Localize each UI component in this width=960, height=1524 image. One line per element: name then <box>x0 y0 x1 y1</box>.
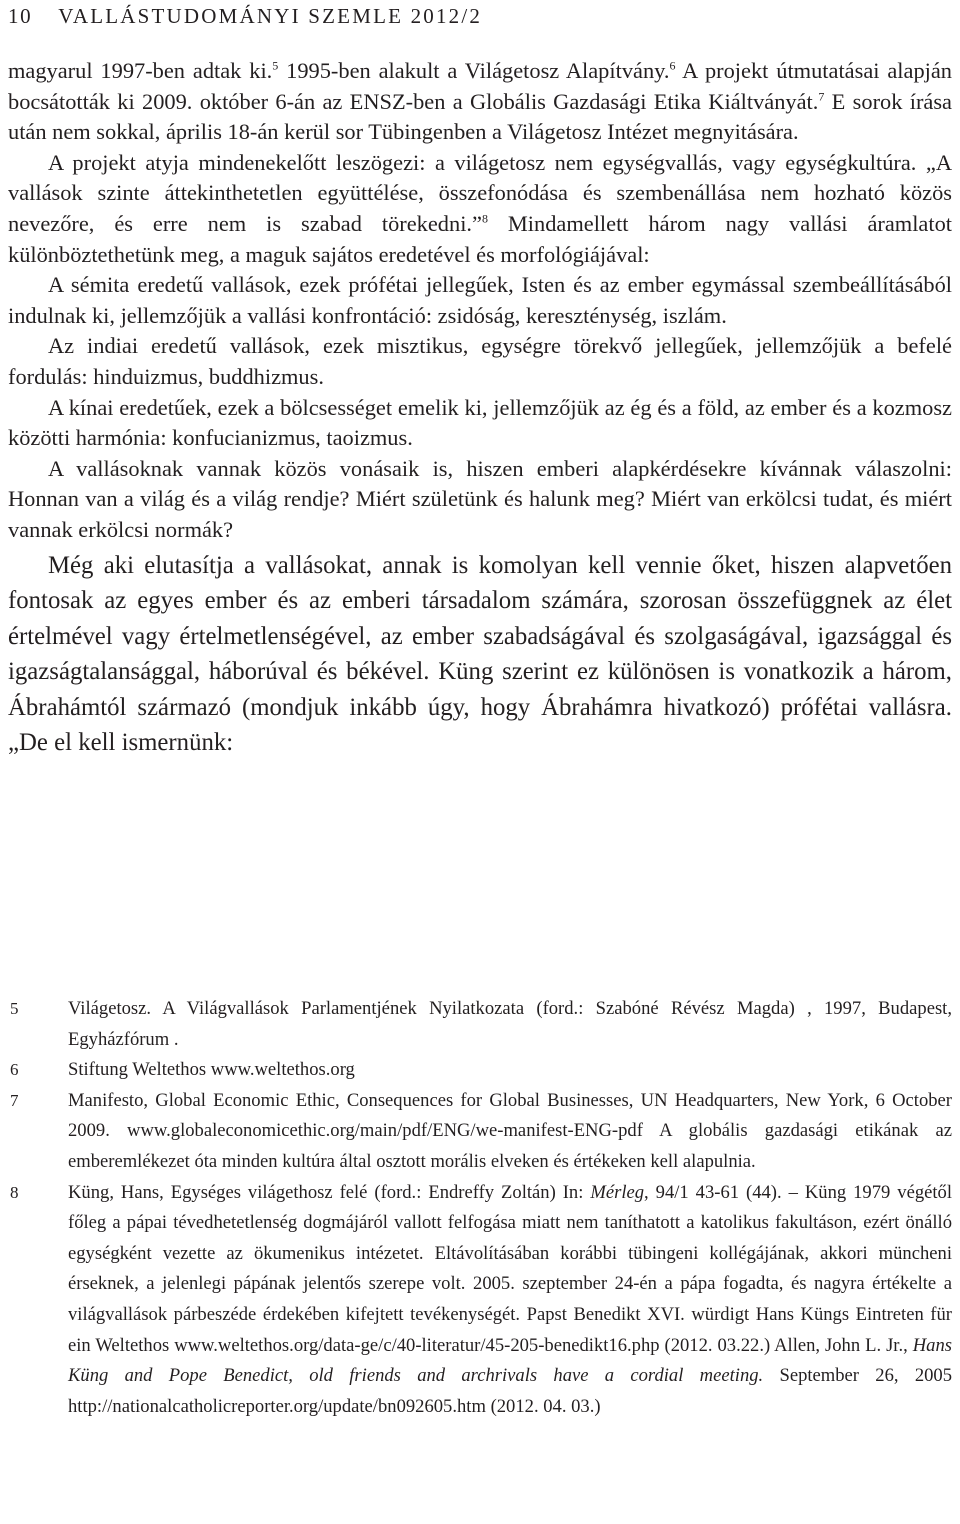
article-title: Hans Küng and Pope Benedict, old friends and archrivals have a cordial meeting. <box>68 1334 952 1387</box>
paragraph-7: Még aki elutasítja a vallásokat, annak is komolyan kell vennie őket, hiszen alapvetően fontosak az egyes ember és az emberi társadalom számára, szorosan összefüggnek az élet értelmével vagy értelmetlenségével, az ember szabadságával és szolgaságával, igazsággal és igazságtalansággal, háborúval és békével. Küng szerint ez különösen is vonatkozik a három, Ábrahámtól származó (mondjuk inkább úgy, hogy Ábrahámra hivatkozó) prófétai vallásra. „De el kell ismernünk: <box>8 551 952 757</box>
text-run: A projekt útmutatásai alapján bocsátották ki 2009. október 6-án az ENSZ-ben a Globális Gazdasági Etika Kiáltványát. <box>8 58 952 114</box>
footnote-ref-8[interactable]: 8 <box>481 211 488 226</box>
footnote-number: 7 <box>10 1090 19 1110</box>
journal-title: VALLÁSTUDOMÁNYI SZEMLE 2012/2 <box>58 4 483 28</box>
footnote-8 <box>8 1178 952 1423</box>
paragraph-5: A kínai eredetűek, ezek a bölcsességet emelik ki, jellemzőjük az ég és a föld, az ember és a kozmosz közötti harmónia: konfucianizmus, taoizmus. <box>8 394 952 451</box>
paragraph-6: A vallásoknak vannak közös vonásaik is, hiszen emberi alapkérdésekre kívánnak válaszolni: Honnan van a világ és a világ rendje? Miért születünk és halunk meg? Miért van erkölcsi tudat, és miért vannak erkölcsi normák? <box>8 455 952 542</box>
document-page <box>8 0 952 1524</box>
footnote-number: 5 <box>10 999 19 1018</box>
paragraph-3: A sémita eredetű vallások, ezek prófétai jellegűek, Isten és az ember egymással szembeállításából indulnak ki, jellemzőjük a vallási konfrontáció: zsidóság, kereszténység, iszlám. <box>8 272 952 328</box>
footnote-5 <box>8 994 952 1055</box>
text-run: September 26, 2005 http://nationalcatholicreporter.org/update/bn092605.htm (2012. 04. 03.) <box>68 1365 953 1417</box>
text-run: A projekt atyja mindenekelőtt leszögezi: a világetosz nem egységvallás, vagy egységkultúra. „A vallások szinte áttekinthetetlen együttélése, összefonódása és szembenállása nem hozható közös nevezőre, és erre nem is szabad törekedni.” <box>8 149 952 236</box>
footnote-text: Manifesto, Global Economic Ethic, Consequences for Global Businesses, UN Headquarters, New York, 6 October 2009. www.globaleconomicethic.org/main/pdf/ENG/we-manifest-ENG-pdf A globális gazdasági etikának az emberemlékezet óta minden kultúra által osztott morális elveken és értékeken kell alapulnia. <box>68 1089 952 1172</box>
text-run: Küng, Hans, Egységes világethosz felé (ford.: Endreffy Zoltán) In: <box>68 1181 591 1203</box>
main-text <box>8 56 952 761</box>
footnote-number: 6 <box>10 1060 19 1080</box>
footnote-text: Stiftung Weltethos www.weltethos.org <box>68 1059 355 1081</box>
paragraph-2 <box>8 148 952 270</box>
footnote-number: 8 <box>10 1182 19 1202</box>
footnote-7 <box>8 1086 952 1178</box>
footnote-text: Világetosz. A Világvallások Parlamentjének Nyilatkozata (ford.: Szabóné Révész Magda) , 1997, Budapest, Egyházfórum . <box>68 998 952 1050</box>
running-header <box>8 4 482 29</box>
footnote-ref-7[interactable]: 7 <box>818 89 825 104</box>
text-run: Mindamellett három nagy vallási áramlatot különböztethetünk meg, a maguk sajátos eredetével és morfológiájával: <box>8 210 952 267</box>
journal-name: Mérleg <box>590 1181 645 1203</box>
footnote-ref-5[interactable]: 5 <box>272 58 279 73</box>
paragraph-4: Az indiai eredetű vallások, ezek misztikus, egységre törekvő jellegűek, jellemzőjük a befelé fordulás: hinduizmus, buddhizmus. <box>8 333 952 389</box>
text-run: 1995-ben alakult a Világetosz Alapítvány. <box>278 58 670 83</box>
page-number: 10 <box>8 4 33 28</box>
footnote-ref-6[interactable]: 6 <box>669 58 676 73</box>
footnotes <box>8 994 952 1422</box>
paragraph-1 <box>8 56 952 148</box>
footnote-text <box>68 1178 952 1423</box>
text-run: E sorok írása után nem sokkal, április 18-án kerül sor Tübingenben a Világetosz Intézet megnyitására. <box>8 88 952 145</box>
text-run: magyarul 1997-ben adtak ki. <box>8 58 273 83</box>
text-run: , 94/1 43-61 (44). – Küng 1979 végétől főleg a pápai tévedhetetlenség dogmájáról vallott felfogása miatt nem taníthatott a katolikus fakultáson, ezért önálló egységként vezette az ökumenikus intézetet. Eltávolításában korábbi tübingeni kollégájának, akkori müncheni érseknek, a jelenlegi pápának jelentős szerepe volt. 2005. szeptember 24-én a pápa fogadta, és nagyra értékelte a világvallások párbeszéde érdekében kifejtett tevékenységét. Papst Benedikt XVI. würdigt Hans Küngs Eintreten für ein Weltethos www.weltethos.org/data-ge/c/40-literatur/45-205-benedikt16.php (2012. 03.22.) Allen, John L. Jr., <box>68 1181 953 1356</box>
footnote-6 <box>8 1055 952 1086</box>
